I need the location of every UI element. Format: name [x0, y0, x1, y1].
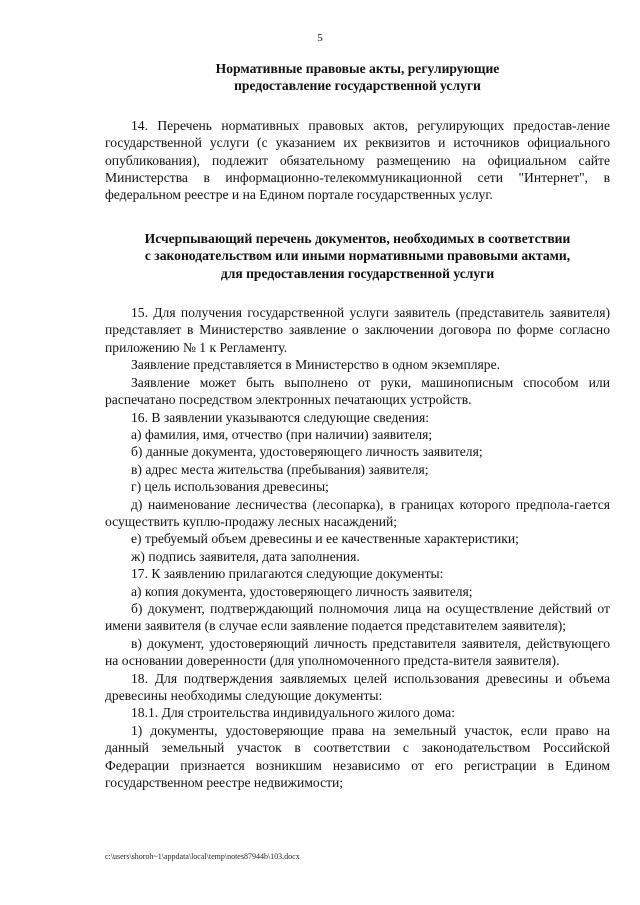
document-body: [105, 60, 610, 791]
list-item: в) адрес места жительства (пребывания) заявителя;: [131, 461, 429, 477]
paragraph-15: 15. Для получения государственной услуги заявитель (представитель заявителя) представляет в Министерство заявление о заключении договора по форме согласно приложению № 1 к Регламенту.: [105, 305, 610, 355]
list-item: ж) подпись заявителя, дата заполнения.: [131, 548, 360, 564]
paragraph-15-format: Заявление может быть выполнено от руки, машинописным способом или распечатано посредством электронных печатающих устройств.: [105, 374, 610, 408]
heading-line: Исчерпывающий перечень документов, необходимых в соответствии: [144, 230, 571, 246]
list-item: б) документ, подтверждающий полномочия лица на осуществление действий от имени заявителя (в случае если заявление подается представителем заявителя);: [105, 600, 610, 634]
footer-file-path: c:\users\shoroh~1\appdata\local\temp\notes87944b\103.docx: [105, 852, 300, 861]
paragraph-15-copies: Заявление представляется в Министерство в одном экземпляре.: [131, 357, 501, 373]
heading-line: для предоставления государственной услуги: [220, 265, 495, 281]
section-heading-documents: [105, 230, 610, 282]
heading-line: с законодательством или иными нормативными правовыми актами,: [144, 248, 571, 264]
list-item: г) цель использования древесины;: [131, 479, 329, 495]
list-item: б) данные документа, удостоверяющего личность заявителя;: [131, 444, 483, 460]
heading-line: предоставление государственной услуги: [234, 78, 481, 94]
list-item: д) наименование лесничества (лесопарка), в границах которого предпола-гается осуществить куплю-продажу лесных насаждений;: [105, 496, 610, 529]
paragraph-18: 18. Для подтверждения заявляемых целей использования древесины и объема древесины необходимы следующие документы:: [105, 670, 610, 703]
list-item: 1) документы, удостоверяющие права на земельный участок, если право на данный земельный участок в соответствии с законодательством Российской Федерации признается возникшим независимо от его регистрации в Едином государственном реестре недвижимости;: [105, 722, 610, 791]
paragraph-16: 16. В заявлении указываются следующие сведения:: [131, 409, 430, 425]
paragraph-14: 14. Перечень нормативных правовых актов, регулирующих предостав-ление государственной услуги (с указанием их реквизитов и источников официального опубликования), подлежит обязательному размещению на официальном сайте Министерства в информационно-телекоммуникационной сети "Интернет", в федеральном реестре и на Едином портале государственных услуг.: [105, 117, 610, 203]
page-number: 5: [317, 32, 323, 44]
list-item: а) фамилия, имя, отчество (при наличии) заявителя;: [131, 426, 433, 442]
heading-line: Нормативные правовые акты, регулирующие: [215, 61, 500, 76]
paragraph-17: 17. К заявлению прилагаются следующие документы:: [131, 566, 444, 582]
list-item: а) копия документа, удостоверяющего личность заявителя;: [131, 583, 473, 599]
list-item: в) документ, удостоверяющий личность представителя заявителя, действующего на основании доверенности (для уполномоченного предста-вителя заявителя).: [105, 635, 610, 669]
paragraph-18-1: 18.1. Для строительства индивидуального жилого дома:: [131, 705, 455, 721]
list-item: е) требуемый объем древесины и ее качественные характеристики;: [131, 531, 519, 547]
section-heading-legal-acts: [105, 60, 610, 95]
